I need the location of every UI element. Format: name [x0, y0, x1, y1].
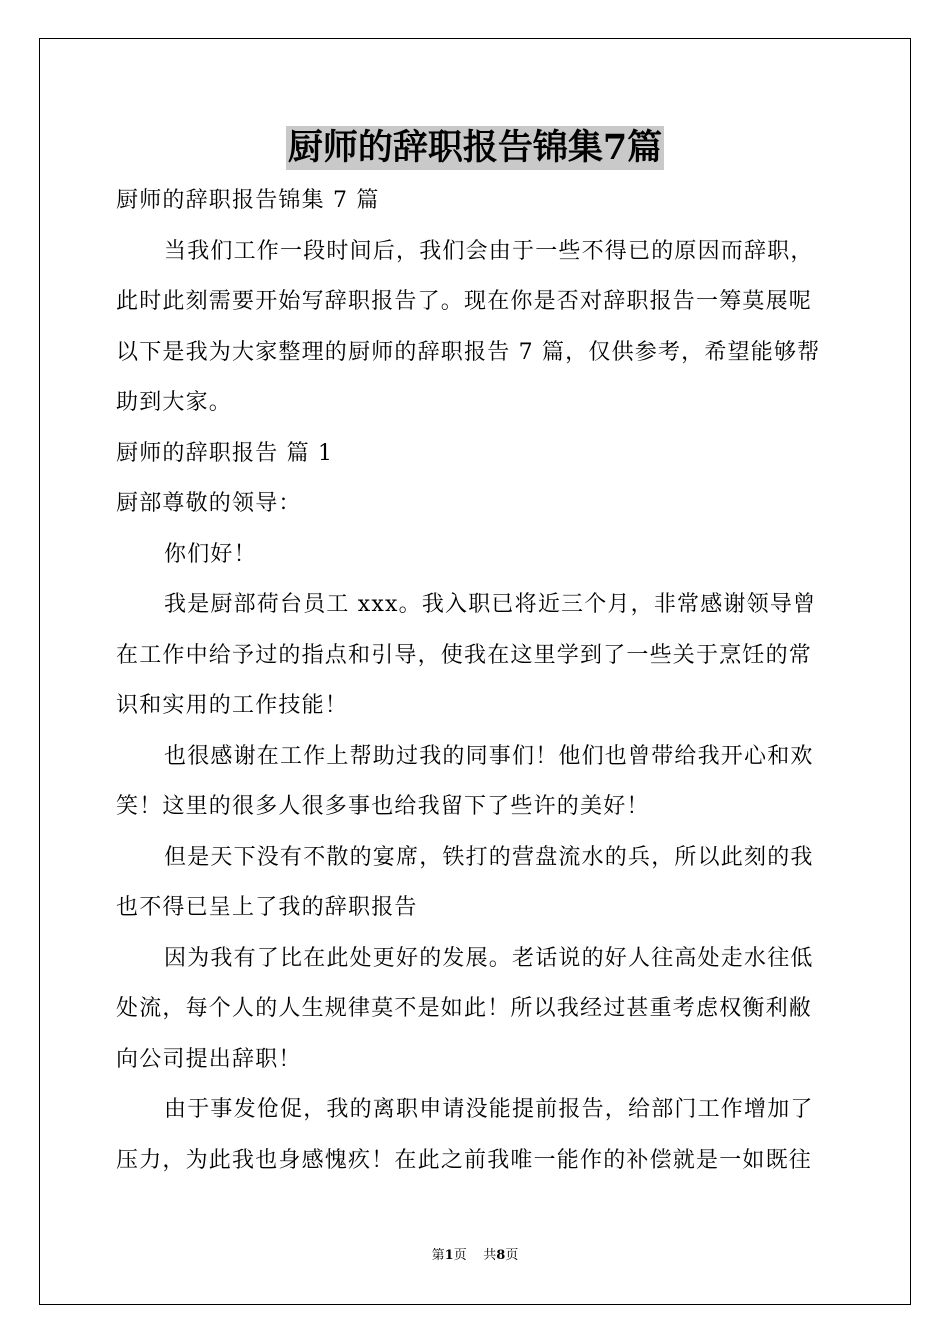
body-line: 当我们工作一段时间后，我们会由于一些不得已的原因而辞职， [164, 238, 814, 264]
body-line: 在工作中给予过的指点和引导，使我在这里学到了一些关于烹饪的常 [116, 642, 813, 668]
body-line: 压力，为此我也身感愧疚！在此之前我唯一能作的补偿就是一如既往 [116, 1147, 813, 1173]
body-line: 但是天下没有不散的宴席，铁打的营盘流水的兵，所以此刻的我 [164, 844, 814, 870]
greeting: 你们好！ [164, 541, 257, 567]
total-suffix: 页 [505, 1248, 519, 1263]
body-line: 我是厨部荷台员工 xxx。我入职已将近三个月，非常感谢领导曾 [164, 592, 817, 617]
document-body [116, 176, 834, 1186]
page-number: 1 [444, 1248, 454, 1263]
total-pages: 8 [496, 1248, 506, 1263]
page-prefix: 第 [431, 1248, 445, 1263]
salutation: 厨部尊敬的领导： [116, 491, 302, 516]
body-line: 笑！这里的很多人很多事也给我留下了些许的美好！ [116, 794, 650, 819]
body-line: 因为我有了比在此处更好的发展。老话说的好人往高处走水往低 [164, 945, 814, 971]
body-line: 也很感谢在工作上帮助过我的同事们！他们也曾带给我开心和欢 [164, 743, 814, 769]
body-line: 识和实用的工作技能！ [116, 693, 349, 718]
body-line: 也不得已呈上了我的辞职报告 [116, 895, 418, 920]
body-line: 以下是我为大家整理的厨师的辞职报告 7 篇，仅供参考，希望能够帮 [116, 339, 821, 365]
title-container [0, 126, 950, 170]
section-heading: 厨师的辞职报告 篇 1 [116, 440, 334, 466]
body-line: 处流，每个人的人生规律莫不是如此！所以我经过甚重考虑权衡利敝 [116, 996, 813, 1021]
body-line: 由于事发伧促，我的离职申请没能提前报告，给部门工作增加了 [164, 1097, 814, 1122]
page-suffix: 页 [453, 1248, 467, 1263]
body-line: 厨师的辞职报告锦集 7 篇 [116, 188, 380, 213]
body-line: 助到大家。 [116, 390, 233, 415]
body-line: 向公司提出辞职！ [116, 1046, 302, 1072]
page-footer [0, 1246, 950, 1266]
total-prefix: 共 [483, 1248, 497, 1263]
document-title: 厨师的辞职报告锦集7篇 [287, 127, 663, 168]
body-line: 此时此刻需要开始写辞职报告了。现在你是否对辞职报告一筹莫展呢 [116, 289, 813, 314]
